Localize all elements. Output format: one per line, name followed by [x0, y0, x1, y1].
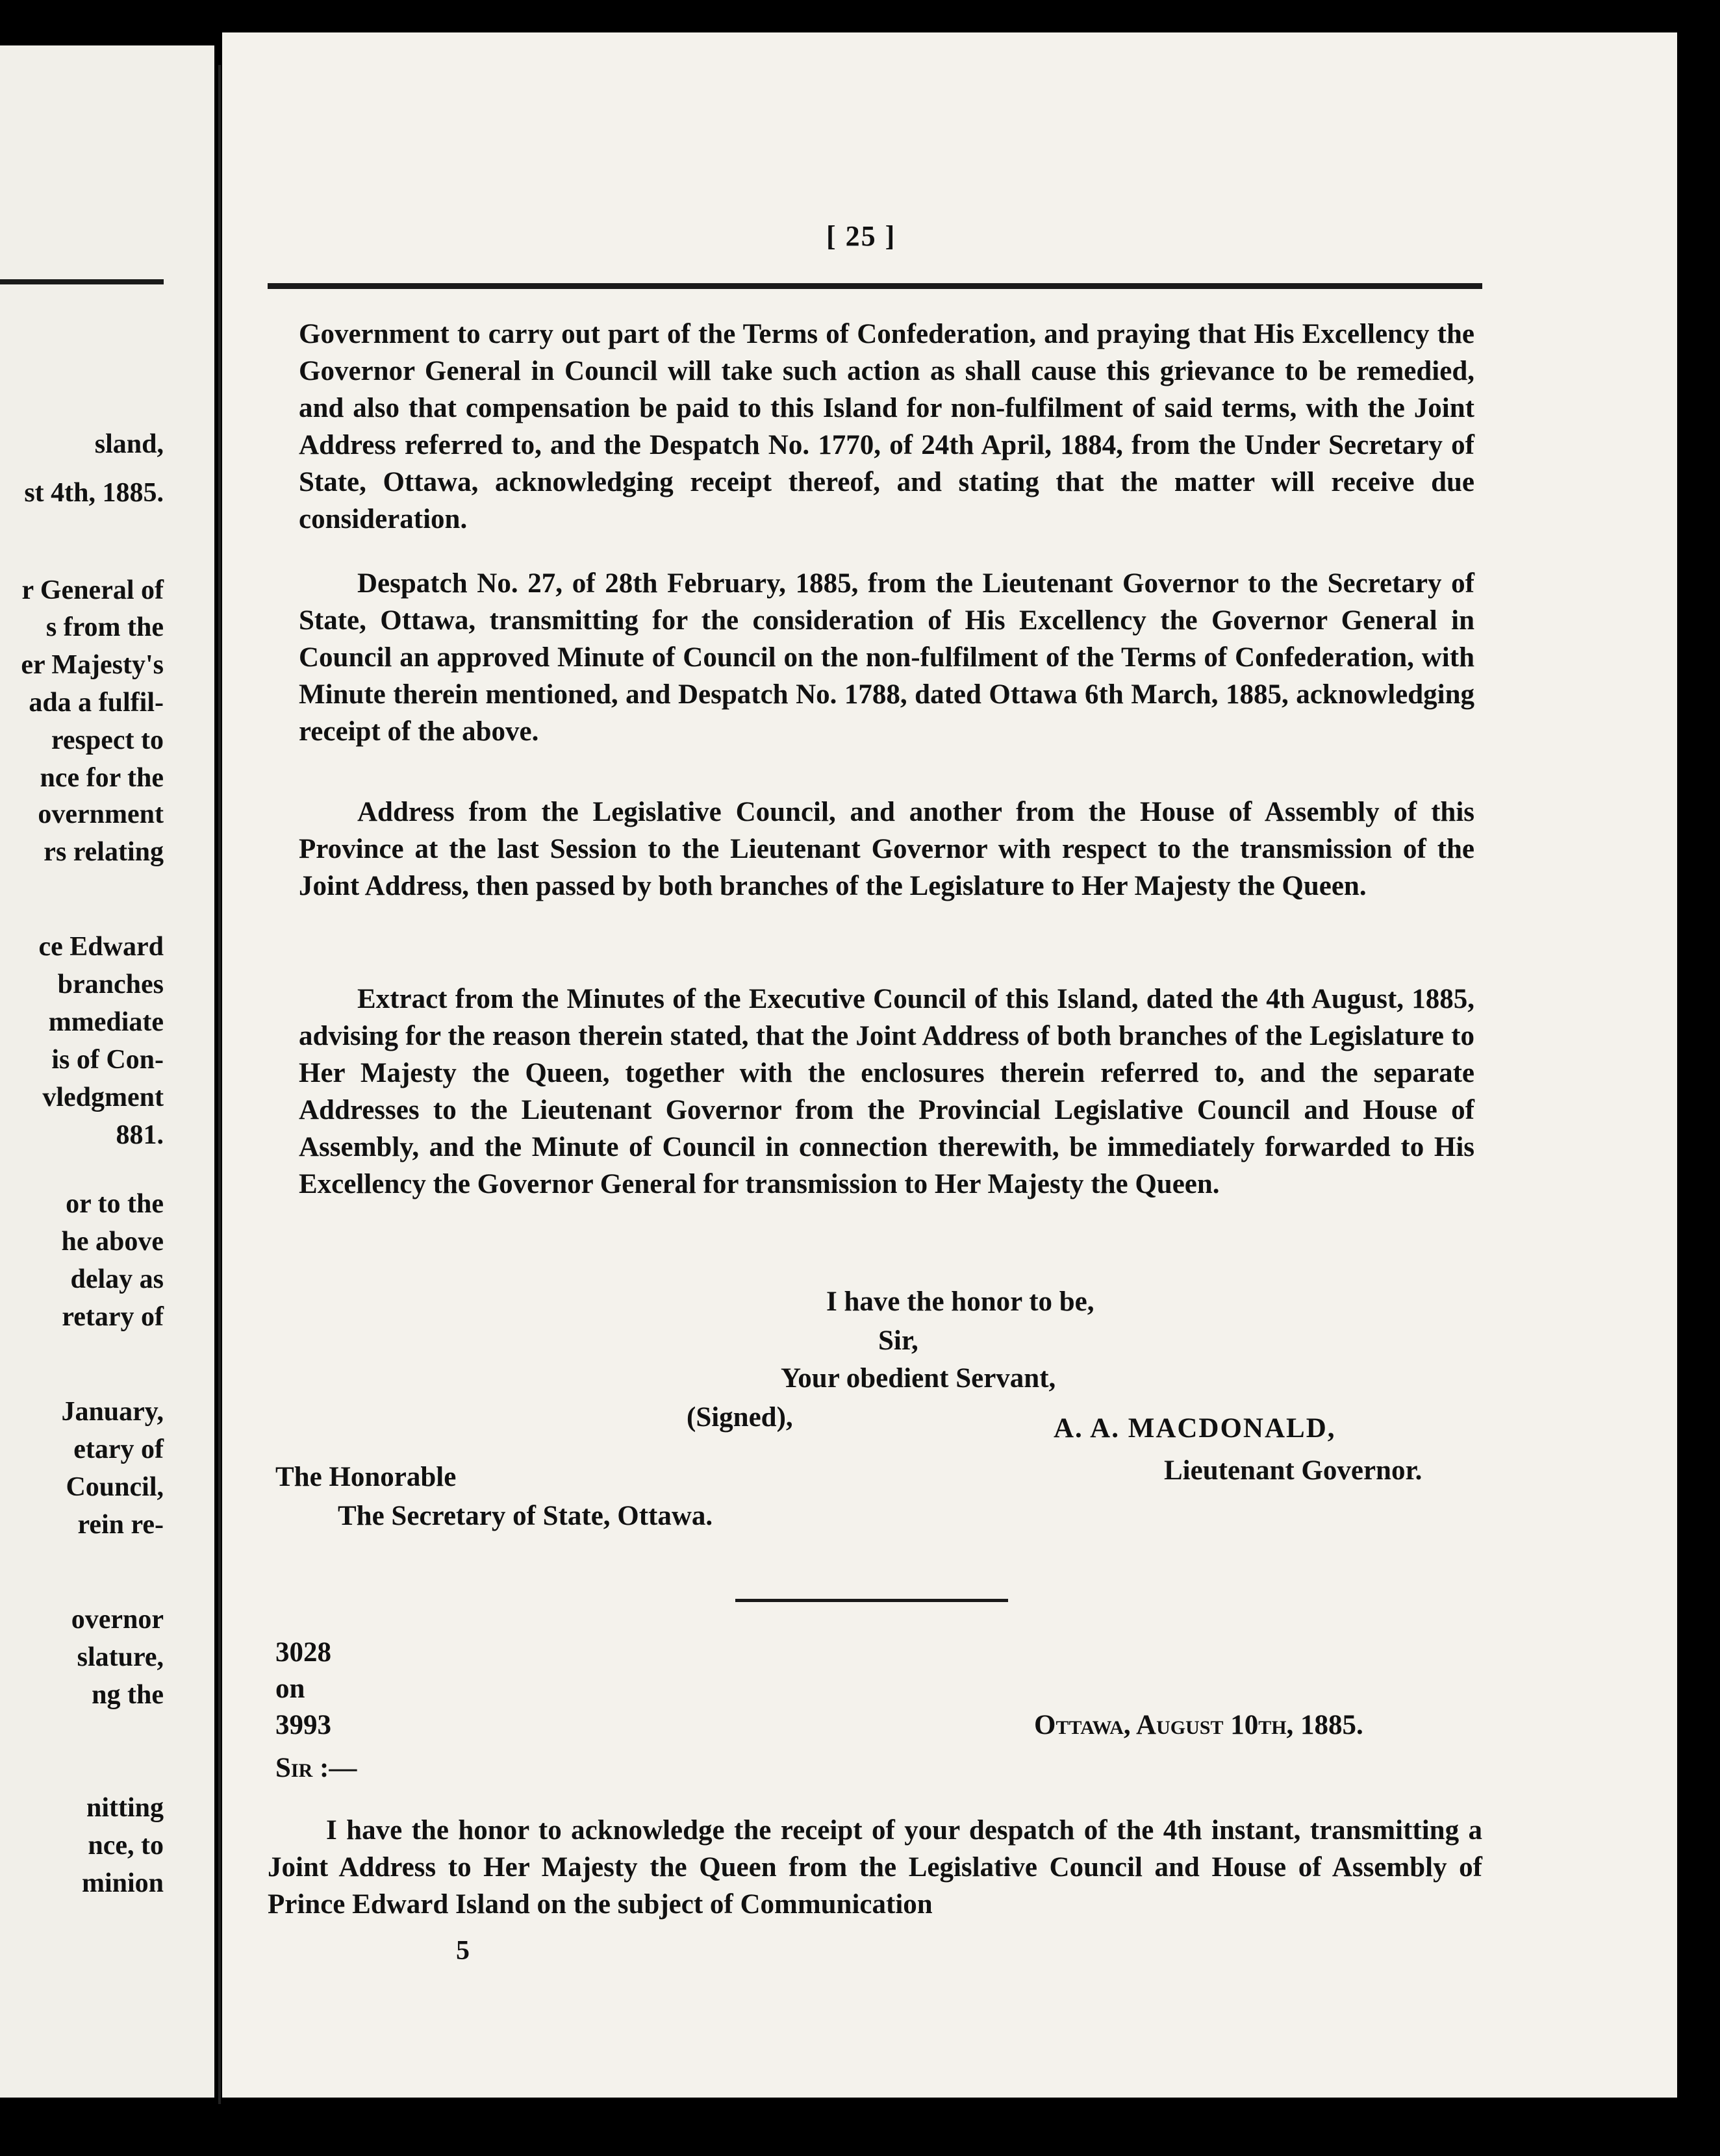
left-line: he above	[61, 1227, 164, 1257]
addressee-line1: The Honorable	[275, 1462, 457, 1492]
left-line: rs relating	[44, 837, 164, 867]
left-page-rule	[0, 279, 164, 284]
left-line: or to the	[66, 1189, 164, 1219]
left-line: s from the	[45, 612, 164, 642]
section-rule	[735, 1599, 1008, 1602]
left-line: mmediate	[48, 1007, 164, 1037]
right-page	[222, 32, 1677, 2098]
paragraph-continued: Government to carry out part of the Terms of Confederation, and praying that His Excellency the Governor General in Council will take such action as shall cause this grievance to be remedied, and also that compensation be paid to this Island for non-fulfilment of said terms, with the Joint Address referred to, and the Despatch No. 1770, of 24th April, 1884, from the Under Secretary of State, Ottawa, acknowledging receipt thereof, and stating that the matter will receive due consideration.	[299, 319, 1474, 534]
left-line: vledgment	[42, 1083, 164, 1112]
addressee-line2: The Secretary of State, Ottawa.	[338, 1501, 713, 1531]
left-line: overnor	[71, 1605, 164, 1635]
left-line: overnment	[38, 799, 164, 829]
signatory-name: A. A. MACDONALD,	[1054, 1413, 1336, 1444]
left-line: slature,	[77, 1642, 164, 1672]
left-line: ada a fulfil-	[29, 688, 164, 718]
reference-on: on	[275, 1673, 305, 1704]
left-line: minion	[81, 1868, 164, 1898]
closing-sir: Sir,	[878, 1325, 918, 1356]
left-line: is of Con-	[51, 1045, 164, 1075]
left-line: delay as	[70, 1264, 164, 1294]
left-line: Council,	[66, 1472, 164, 1502]
left-line: etary of	[73, 1435, 164, 1464]
left-line: st 4th, 1885.	[24, 478, 164, 508]
left-line: sland,	[94, 429, 164, 459]
page-number: [ 25 ]	[826, 220, 896, 252]
salutation: Sir :—	[275, 1753, 357, 1783]
left-line: 881.	[116, 1120, 164, 1150]
left-line: rein re-	[77, 1510, 164, 1540]
left-facing-page	[0, 45, 214, 2098]
closing-servant: Your obedient Servant,	[781, 1363, 1056, 1394]
final-paragraph: I have the honor to acknowledge the receipt of your despatch of the 4th instant, transmitting a Joint Address to Her Majesty the Queen from the Legislative Council and House of Assembly of Prince Edward Island on the subject of Communication	[268, 1815, 1482, 1920]
signatory-title: Lieutenant Governor.	[1164, 1455, 1423, 1486]
left-line: ng the	[92, 1680, 164, 1710]
left-line: retary of	[62, 1302, 164, 1332]
paragraph-address: Address from the Legislative Council, and another from the House of Assembly of this Province at the last Session to the Lieutenant Governor with respect to the transmission of the Joint Address, then passed by both branches of the Legislature to Her Majesty the Queen.	[299, 797, 1474, 901]
reference-number-1: 3028	[275, 1637, 331, 1668]
left-line: nce, to	[88, 1831, 164, 1861]
left-line: January,	[61, 1397, 164, 1427]
signature-mark: 5	[456, 1936, 470, 1966]
closing-signed: (Signed),	[687, 1402, 793, 1433]
header-rule	[268, 283, 1482, 289]
closing-honor: I have the honor to be,	[826, 1286, 1094, 1317]
left-line: nce for the	[40, 763, 164, 793]
left-line: branches	[57, 970, 164, 999]
left-line: respect to	[51, 725, 164, 755]
left-line: ce Edward	[38, 932, 164, 962]
paragraph-extract: Extract from the Minutes of the Executive Council of this Island, dated the 4th August, 1885, advising for the reason therein stated, that the Joint Address of both branches of the Legislature to Her Majesty the Queen, together with the enclosures therein referred to, and the separate Addresses to the Lieutenant Governor from the Provincial Legislative Council and House of Assembly, and the Minute of Council in connection therewith, be immediately forwarded to His Excellency the Governor General for transmission to Her Majesty the Queen.	[299, 984, 1474, 1199]
date-line: Ottawa, August 10th, 1885.	[1034, 1710, 1363, 1740]
left-line: nitting	[86, 1793, 164, 1823]
left-line: er Majesty's	[21, 650, 164, 680]
reference-number-2: 3993	[275, 1710, 331, 1740]
paragraph-despatch-27: Despatch No. 27, of 28th February, 1885, from the Lieutenant Governor to the Secretary of State, Ottawa, transmitting for the consideration of His Excellency the Governor General in Council an approved Minute of Council on the non-fulfilment of the Terms of Confederation, with Minute therein mentioned, and Despatch No. 1788, dated Ottawa 6th March, 1885, acknowledging receipt of the above.	[299, 568, 1474, 747]
page-gutter	[218, 65, 221, 2104]
left-line: r General of	[21, 575, 164, 605]
